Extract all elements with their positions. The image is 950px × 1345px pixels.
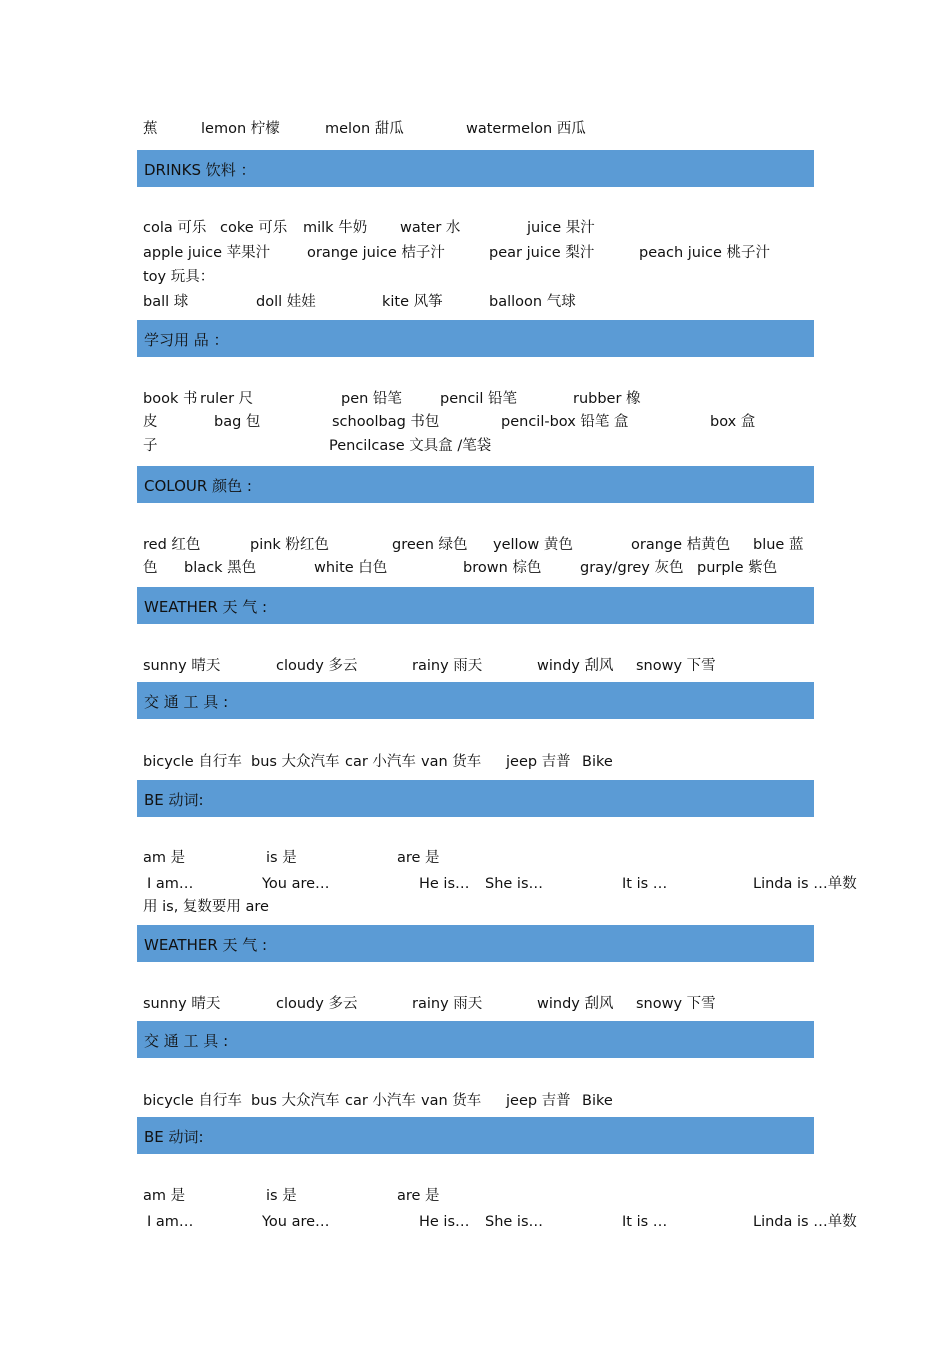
- section-header-weather: [137, 925, 814, 962]
- word-apple-juice: apple juice 苹果汁: [143, 245, 271, 261]
- word-doll: doll 娃娃: [256, 294, 316, 310]
- word-yellow: yellow 黄色: [493, 537, 573, 553]
- phrase-linda-is: Linda is …单数: [753, 1214, 857, 1230]
- section-title: 交 通 工 具 :: [144, 1032, 229, 1050]
- word-am: am 是: [143, 1188, 186, 1204]
- word-bag: bag 包: [214, 414, 261, 430]
- section-title: DRINKS 饮料 ：: [144, 161, 256, 179]
- word-milk: milk 牛奶: [303, 220, 368, 236]
- word-orange: orange 桔黄色: [631, 537, 731, 553]
- section-title: WEATHER 天 气 :: [144, 936, 268, 954]
- word-rainy: rainy 雨天: [412, 996, 483, 1012]
- word-lemon: lemon 柠檬: [201, 121, 280, 137]
- word-pen: pen 铅笔: [341, 391, 402, 407]
- section-header-be: [137, 780, 814, 817]
- section-title: WEATHER 天 气 :: [144, 598, 268, 616]
- word-pencil-box: pencil-box 铅笔 盒: [501, 414, 629, 430]
- phrase-he-is: He is…: [419, 876, 470, 892]
- phrase-you-are: You are…: [262, 1214, 330, 1230]
- word-windy: windy 刮风: [537, 996, 614, 1012]
- word-bus: bus 大众汽车: [251, 1093, 340, 1109]
- word-ruler: ruler 尺: [200, 391, 254, 407]
- section-title: BE 动词:: [144, 791, 204, 809]
- word-blue-tail: 色: [143, 560, 158, 576]
- section-header-transport: [137, 1021, 814, 1058]
- word-cloudy: cloudy 多云: [276, 658, 358, 674]
- word-jeep: jeep 吉普: [506, 1093, 571, 1109]
- word-kite: kite 风筝: [382, 294, 443, 310]
- word-rainy: rainy 雨天: [412, 658, 483, 674]
- section-header-drinks: [137, 150, 814, 187]
- phrase-you-are: You are…: [262, 876, 330, 892]
- word-bike: Bike: [582, 754, 613, 770]
- word-are: are 是: [397, 1188, 440, 1204]
- word-bicycle: bicycle 自行车: [143, 754, 242, 770]
- word-white: white 白色: [314, 560, 388, 576]
- word-watermelon: watermelon 西瓜: [466, 121, 586, 137]
- word-red: red 红色: [143, 537, 201, 553]
- word-snowy: snowy 下雪: [636, 658, 716, 674]
- phrase-it-is: It is …: [622, 1214, 668, 1230]
- word-purple: purple 紫色: [697, 560, 778, 576]
- word-book: book 书: [143, 391, 198, 407]
- section-header-colour: [137, 466, 814, 503]
- word-cloudy: cloudy 多云: [276, 996, 358, 1012]
- be-plural-note: 用 is, 复数要用 are: [143, 899, 269, 915]
- phrase-she-is: She is…: [485, 876, 544, 892]
- word-sunny: sunny 晴天: [143, 996, 221, 1012]
- phrase-i-am: I am…: [147, 1214, 194, 1230]
- word-pencil: pencil 铅笔: [440, 391, 517, 407]
- word-blue: blue 蓝: [753, 537, 804, 553]
- word-van: van 货车: [421, 1093, 482, 1109]
- phrase-he-is: He is…: [419, 1214, 470, 1230]
- word-ball: ball 球: [143, 294, 189, 310]
- word-gray: gray/grey 灰色: [580, 560, 684, 576]
- word-snowy: snowy 下雪: [636, 996, 716, 1012]
- word-is: is 是: [266, 850, 297, 866]
- word-balloon: balloon 气球: [489, 294, 576, 310]
- word-orange-juice: orange juice 桔子汁: [307, 245, 445, 261]
- word-brown: brown 棕色: [463, 560, 542, 576]
- section-title: 学习用 品 ：: [144, 331, 229, 349]
- section-header-be: [137, 1117, 814, 1154]
- section-title: COLOUR 颜色 :: [144, 477, 252, 495]
- section-title: 交 通 工 具 :: [144, 693, 229, 711]
- word-van: van 货车: [421, 754, 482, 770]
- word-banana-tail: 蕉: [143, 121, 158, 137]
- section-header-weather: [137, 587, 814, 624]
- word-box: box 盒: [710, 414, 756, 430]
- section-header-school: [137, 320, 814, 357]
- section-title: BE 动词:: [144, 1128, 204, 1146]
- word-juice: juice 果汁: [527, 220, 595, 236]
- word-melon: melon 甜瓜: [325, 121, 404, 137]
- word-green: green 绿色: [392, 537, 468, 553]
- phrase-it-is: It is …: [622, 876, 668, 892]
- word-is: is 是: [266, 1188, 297, 1204]
- word-am: am 是: [143, 850, 186, 866]
- word-cola: cola 可乐: [143, 220, 207, 236]
- phrase-she-is: She is…: [485, 1214, 544, 1230]
- word-pear-juice: pear juice 梨汁: [489, 245, 595, 261]
- toy-label: toy 玩具：: [143, 269, 215, 285]
- phrase-i-am: I am…: [147, 876, 194, 892]
- word-rubber-tail: 皮: [143, 414, 158, 430]
- word-bike: Bike: [582, 1093, 613, 1109]
- word-pencilcase: Pencilcase 文具盒 /笔袋: [329, 438, 492, 454]
- word-are: are 是: [397, 850, 440, 866]
- word-sunny: sunny 晴天: [143, 658, 221, 674]
- word-windy: windy 刮风: [537, 658, 614, 674]
- phrase-linda-is: Linda is …单数: [753, 876, 857, 892]
- word-schoolbag: schoolbag 书包: [332, 414, 440, 430]
- word-black: black 黑色: [184, 560, 257, 576]
- word-bus: bus 大众汽车: [251, 754, 340, 770]
- word-pink: pink 粉红色: [250, 537, 329, 553]
- word-box-tail: 子: [143, 438, 158, 454]
- word-car: car 小汽车: [345, 1093, 416, 1109]
- word-rubber: rubber 橡: [573, 391, 641, 407]
- word-jeep: jeep 吉普: [506, 754, 571, 770]
- word-bicycle: bicycle 自行车: [143, 1093, 242, 1109]
- section-header-transport: [137, 682, 814, 719]
- word-water: water 水: [400, 220, 461, 236]
- word-coke: coke 可乐: [220, 220, 288, 236]
- word-car: car 小汽车: [345, 754, 416, 770]
- word-peach-juice: peach juice 桃子汁: [639, 245, 771, 261]
